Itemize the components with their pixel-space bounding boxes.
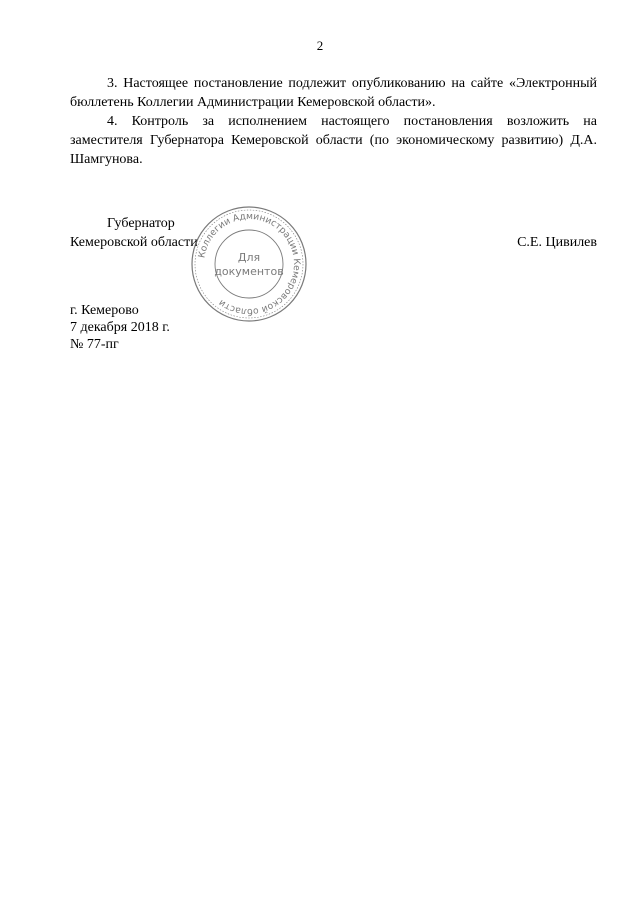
page-number: 2 (316, 38, 324, 53)
paragraph-4: 4. Контроль за исполнением настоящего постановления возложить на заместителя Губернатора Кемеровской области (по экономическому развитию) Д.А. Шамгунова. (70, 114, 597, 167)
signature-row (70, 233, 597, 252)
seal-dotted-ring (195, 210, 303, 318)
paragraph-3: 3. Настоящее постановление подлежит опубликованию на сайте «Электронный бюллетень Коллегии Администрации Кемеровской области». (70, 76, 597, 110)
signatory-name: С.Е. Цивилев (517, 235, 597, 250)
official-seal-icon (189, 204, 309, 324)
document-date: 7 декабря 2018 г. (70, 320, 170, 335)
seal-ring-text: Коллегии Администрации Кемеровской области (196, 210, 303, 318)
seal-outer-ring (192, 207, 306, 321)
document-number: № 77-пг (70, 337, 119, 352)
seal-inner-ring (215, 230, 283, 298)
signature-block (70, 214, 597, 252)
signatory-title-line2: Кемеровской области (70, 235, 198, 250)
document-info (70, 302, 170, 353)
seal-center-line1: Для (237, 251, 261, 264)
seal-center-line2: документов (214, 265, 284, 278)
signatory-title-line1: Губернатор (107, 216, 175, 231)
document-body (70, 74, 597, 169)
document-city: г. Кемерово (70, 303, 139, 318)
